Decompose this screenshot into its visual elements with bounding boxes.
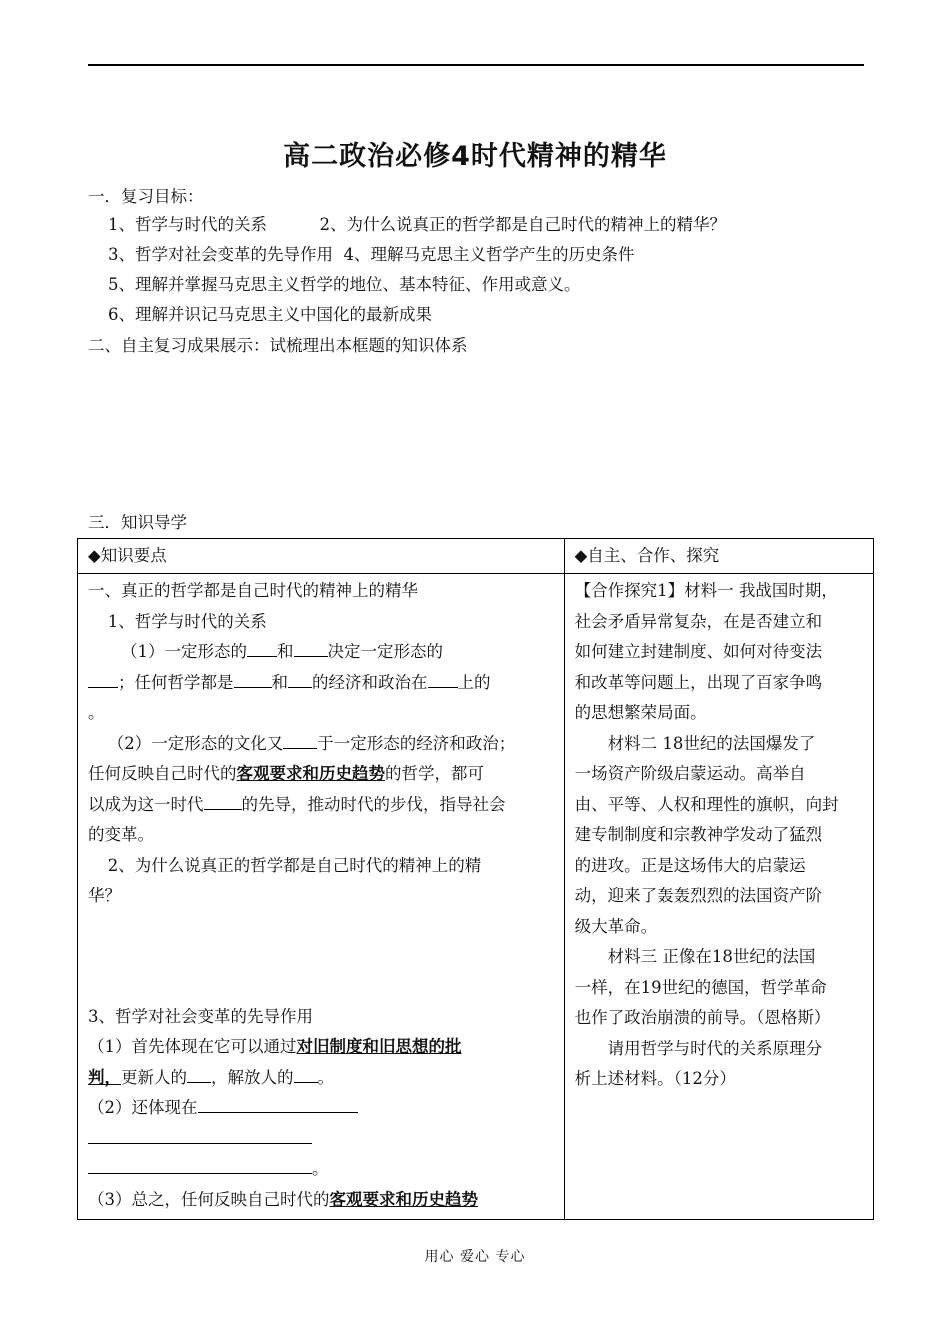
- blank[interactable]: [204, 791, 242, 810]
- fill-line: [88, 1124, 556, 1155]
- material-line: 如何建立封建制度、如何对待变法: [574, 642, 823, 661]
- point-sub-1: 1、哲学与时代的关系: [107, 611, 267, 631]
- blank[interactable]: [288, 669, 312, 688]
- material-line: 建专制制度和宗教神学发动了猛烈: [574, 825, 823, 844]
- section2-heading: 二、自主复习成果展示：试梳理出本框题的知识体系: [88, 336, 468, 355]
- blank[interactable]: [234, 669, 272, 688]
- material-line: 一样，在19世纪的德国，哲学革命: [574, 977, 827, 997]
- material-line: 社会矛盾异常复杂，在是否建立和: [574, 611, 823, 631]
- explore-cell: [564, 574, 873, 1220]
- knowledge-table: [77, 538, 874, 1220]
- material-line: 【合作探究1】材料一 我战国时期，: [574, 581, 838, 600]
- question-line: 请用哲学与时代的关系原理分: [607, 1038, 823, 1058]
- fill-line: （1）一定形态的 和 决定一定形态的: [88, 637, 556, 668]
- blank[interactable]: [198, 1094, 358, 1113]
- question-line: 析上述材料。（12分）: [574, 1069, 736, 1088]
- text-line: （1）首先体现在它可以通过对旧制度和旧思想的批: [88, 1037, 462, 1056]
- blank[interactable]: [187, 1064, 211, 1083]
- goal-line-2: 3、哲学对社会变革的先导作用 4、理解马克思主义哲学产生的历史条件: [108, 245, 635, 264]
- blank[interactable]: [294, 638, 328, 657]
- page-footer: 用心 爱心 专心: [424, 1249, 526, 1265]
- material-line: 和改革等问题上，出现了百家争鸣: [574, 672, 823, 692]
- fill-line: 。: [88, 1154, 556, 1185]
- blank[interactable]: [294, 1064, 318, 1083]
- knowledge-points-cell: [78, 574, 565, 1220]
- material-line: 也作了政治崩溃的前导。（恩格斯）: [574, 1008, 831, 1027]
- material-line: 级大革命。: [574, 916, 658, 936]
- fill-line: 判，更新人的 ，解放人的 。: [88, 1063, 556, 1094]
- text-line: （3）总之，任何反映自己时代的客观要求和历史趋势: [88, 1189, 478, 1209]
- blank[interactable]: [247, 638, 277, 657]
- blank[interactable]: [428, 669, 458, 688]
- material-line: 由、平等、人权和理性的旗帜，向封: [574, 794, 839, 814]
- material-line: 动，迎来了轰轰烈烈的法国资产阶: [574, 886, 823, 905]
- emphasis-text: 客观要求和历史趋势: [236, 764, 385, 783]
- blank[interactable]: [283, 730, 317, 749]
- fill-line: （2）一定形态的文化又 于一定形态的经济和政治；: [88, 729, 556, 760]
- fill-line: 以成为这一时代 的先导，推动时代的步伐，指导社会: [88, 790, 556, 821]
- point-sub-3: 3、哲学对社会变革的先导作用: [88, 1006, 313, 1026]
- point-heading-1: 一、真正的哲学都是自己时代的精神上的精华: [88, 581, 418, 600]
- material-line: 材料二 18世纪的法国爆发了: [607, 733, 816, 753]
- question-line: 华？: [88, 886, 121, 905]
- header-knowledge-points: ◆知识要点: [78, 539, 565, 574]
- material-line: 的思想繁荣局面。: [574, 703, 707, 722]
- emphasis-text: 对旧制度和旧思想的批: [296, 1037, 462, 1056]
- question-line: 2、为什么说真正的哲学都是自己时代的精神上的精: [107, 855, 482, 875]
- blank[interactable]: [88, 1125, 312, 1144]
- emphasis-text: 判，: [88, 1067, 121, 1087]
- section3-heading: 三．知识导学: [88, 513, 187, 532]
- goal-line-3: 5、理解并掌握马克思主义哲学的地位、基本特征、作用或意义。: [108, 275, 581, 294]
- answer-space[interactable]: [88, 912, 556, 1002]
- header-rule: [88, 64, 864, 66]
- text-line: 的变革。: [88, 825, 154, 844]
- page-title: 高二政治必修4时代精神的精华: [283, 141, 667, 172]
- emphasis-text: 客观要求和历史趋势: [329, 1189, 478, 1209]
- goal-line-4: 6、理解并识记马克思主义中国化的最新成果: [108, 305, 432, 324]
- fill-line: ；任何哲学都是 和 的经济和政治在 上的: [88, 668, 556, 699]
- material-line: 材料三 正像在18世纪的法国: [607, 947, 816, 966]
- material-line: 的进攻。正是这场伟大的启蒙运: [574, 855, 806, 875]
- header-explore: ◆自主、合作、探究: [564, 539, 873, 574]
- text-line: 任何反映自己时代的客观要求和历史趋势的哲学，都可: [88, 764, 484, 783]
- blank[interactable]: [88, 669, 118, 688]
- text-line: 。: [88, 703, 105, 722]
- goal-line-1: 1、哲学与时代的关系 2、为什么说真正的哲学都是自己时代的精神上的精华？: [108, 215, 726, 234]
- section1-heading: 一．复习目标：: [88, 187, 204, 206]
- fill-line: （2）还体现在: [88, 1093, 556, 1124]
- blank[interactable]: [88, 1155, 312, 1174]
- material-line: 一场资产阶级启蒙运动。高举自: [574, 764, 806, 783]
